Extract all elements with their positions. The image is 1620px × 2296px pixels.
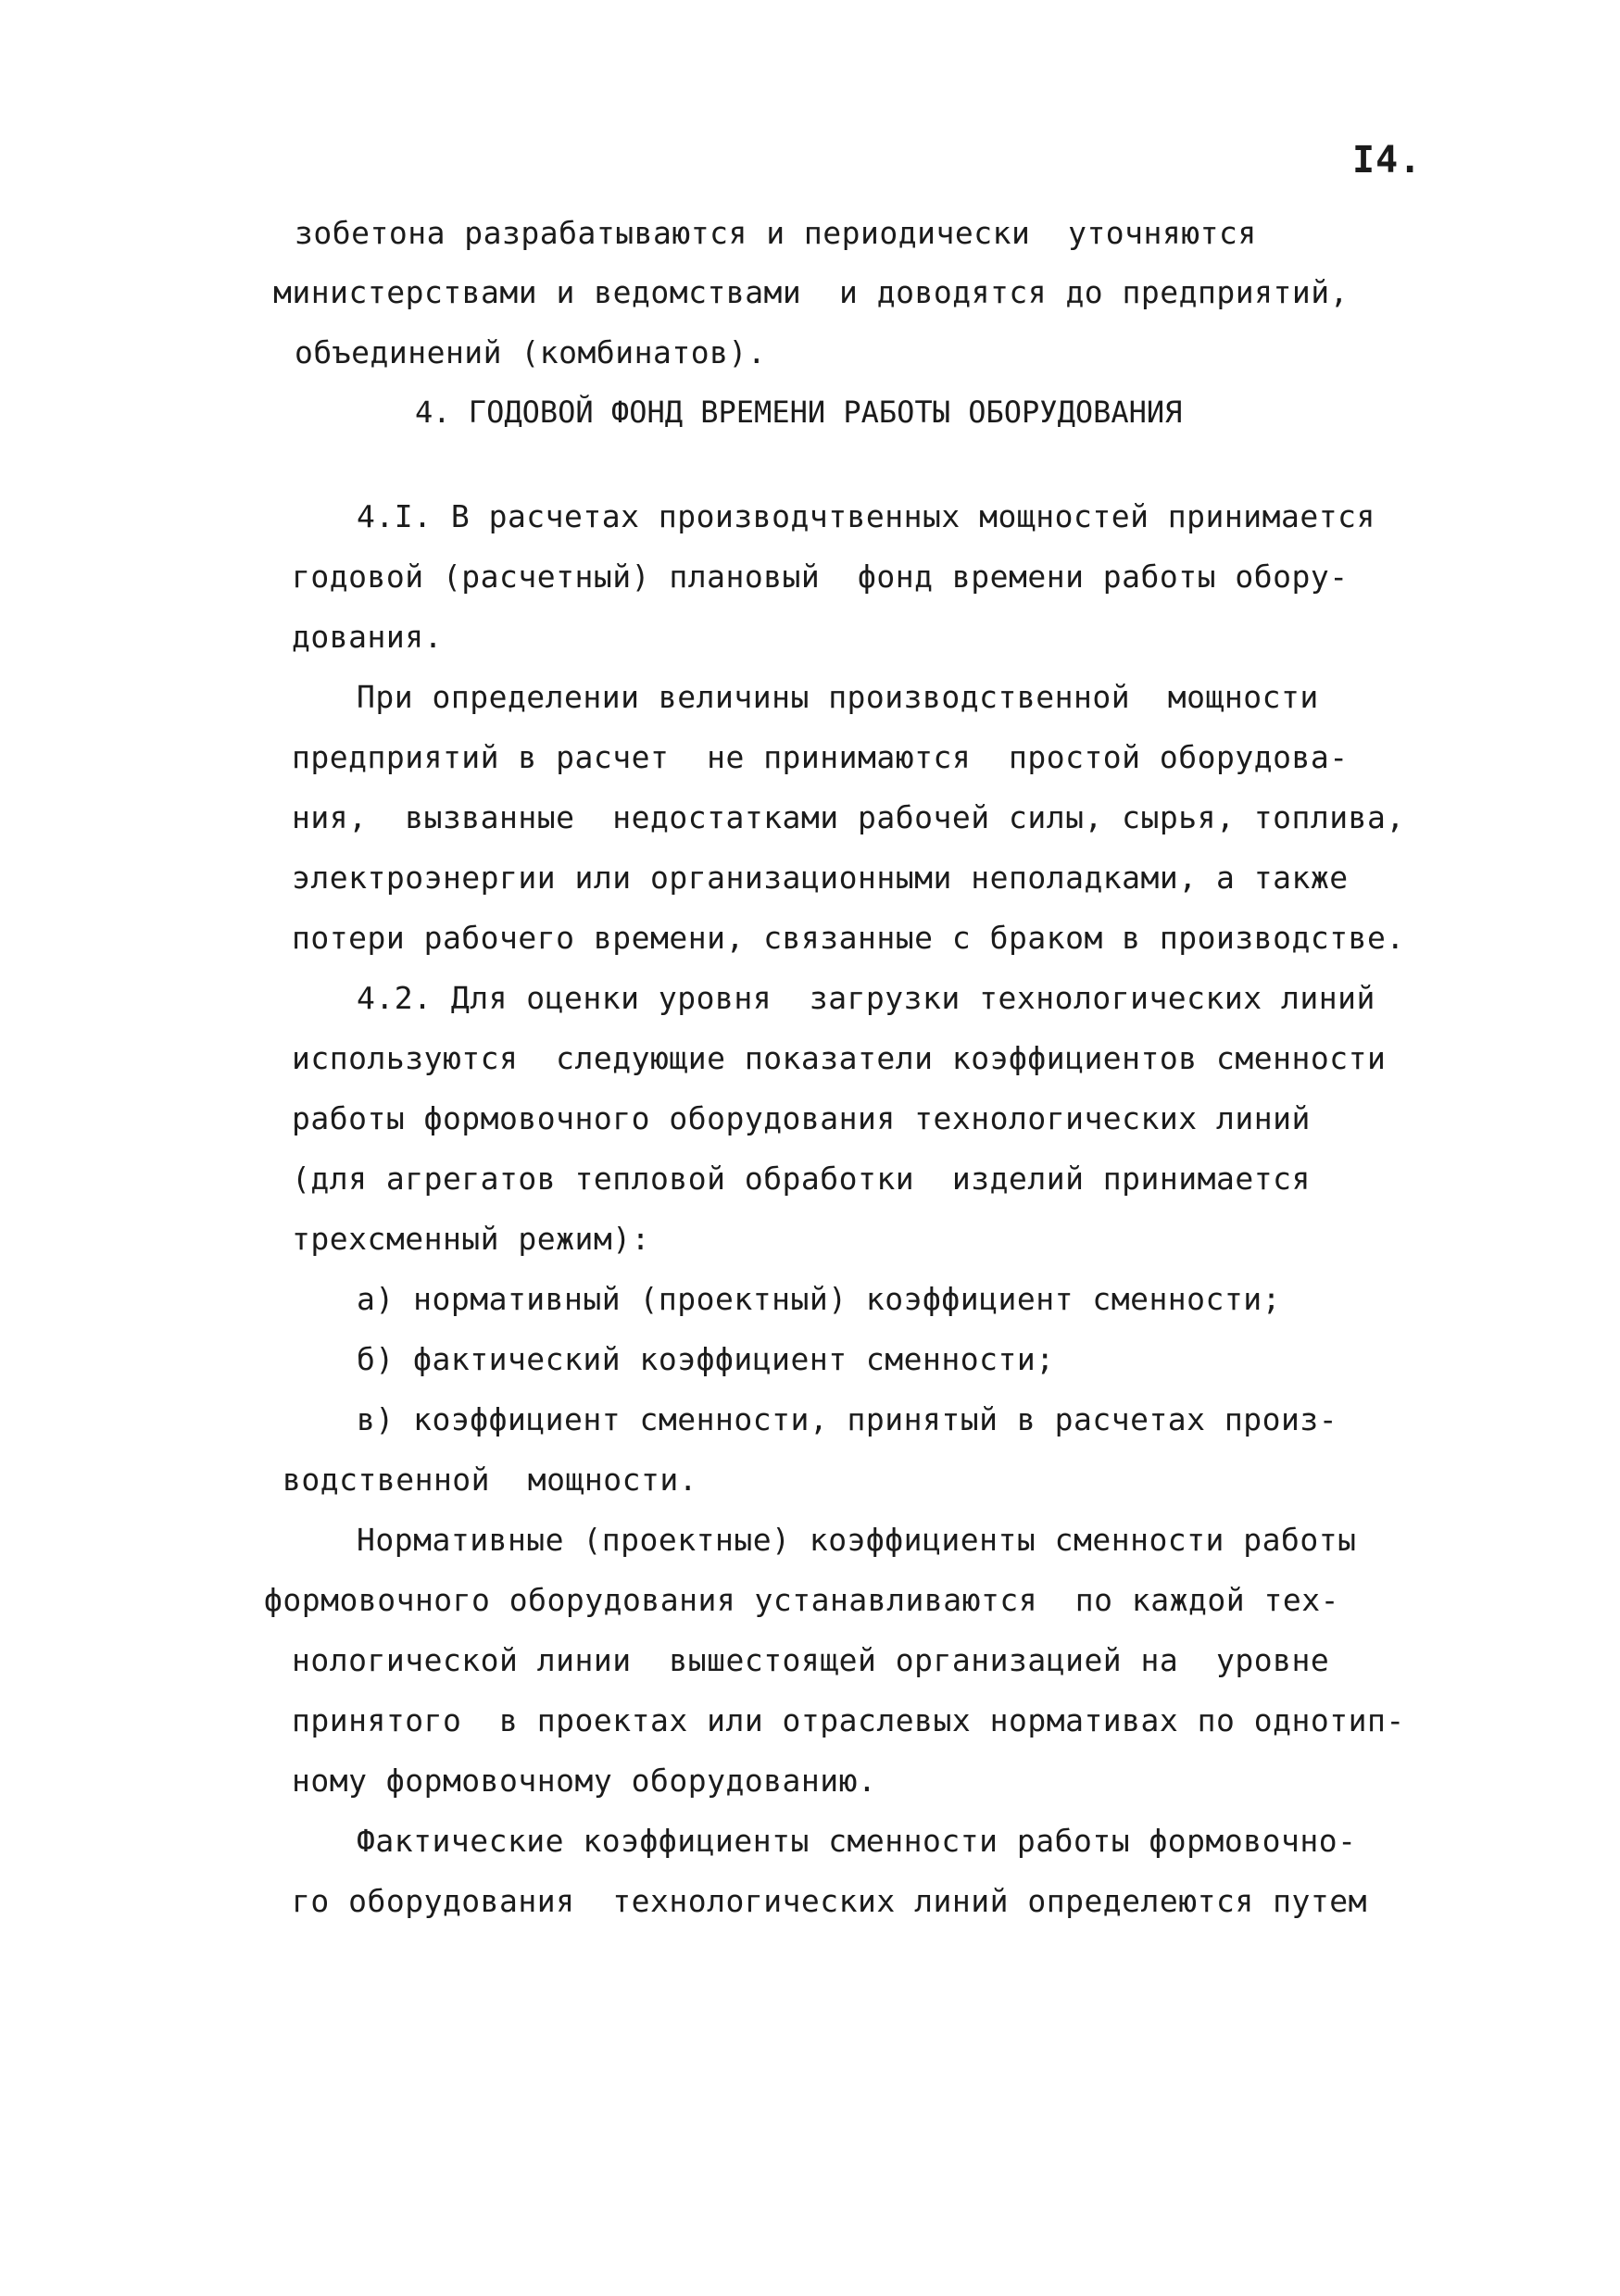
list-item: а) нормативный (проектный) коэффициент сменности; [357, 1281, 1282, 1317]
text-line: 4.2. Для оценки уровня загрузки технологических линий [357, 980, 1375, 1016]
text-line: объединений (комбинатов). [295, 334, 767, 370]
section-heading: 4. ГОДОВОЙ ФОНД ВРЕМЕНИ РАБОТЫ ОБОРУДОВАНИЯ [415, 395, 1183, 430]
text-line: используются следующие показатели коэффициентов сменности [292, 1040, 1387, 1076]
text-line: принятого в проектах или отраслевых нормативах по однотип- [292, 1702, 1405, 1738]
text-line: годовой (расчетный) плановый фонд времени работы обору- [292, 558, 1349, 595]
text-line: формовочного оборудования устанавливаются по каждой тех- [264, 1582, 1339, 1618]
text-line: потери рабочего времени, связанные с браком в производстве. [292, 920, 1405, 956]
text-line: министерствами и ведомствами и доводятся до предприятий, [273, 274, 1349, 310]
text-line: ния, вызванные недостатками рабочей силы, сырья, топлива, [292, 799, 1405, 835]
text-line: го оборудования технологических линий определеются путем [292, 1883, 1367, 1919]
text-line: зобетона разрабатываются и периодически уточняются [295, 215, 1257, 251]
text-line: водственной мощности. [283, 1462, 698, 1498]
text-line: Нормативные (проектные) коэффициенты сменности работы [357, 1522, 1357, 1558]
text-line: ному формовочному оборудованию. [292, 1763, 877, 1799]
text-line: (для агрегатов тепловой обработки изделий принимается [292, 1161, 1311, 1197]
text-line: 4.I. В расчетах производчтвенных мощностей принимается [357, 498, 1375, 534]
text-line: электроэнергии или организационными неполадками, а также [292, 859, 1349, 896]
text-line: трехсменный режим): [292, 1221, 650, 1257]
list-item: в) коэффициент сменности, принятый в расчетах произ- [357, 1401, 1338, 1437]
text-line: нологической линии вышестоящей организацией на уровне [292, 1642, 1330, 1678]
text-line: работы формовочного оборудования технологических линий [292, 1100, 1311, 1136]
text-line: Фактические коэффициенты сменности работы формовочно- [357, 1823, 1357, 1859]
text-line: дования. [292, 619, 443, 655]
list-item: б) фактический коэффициент сменности; [357, 1341, 1055, 1377]
text-line: предприятий в расчет не принимаются простой оборудова- [292, 739, 1349, 775]
text-line: При определении величины производственной мощности [357, 679, 1319, 715]
page-number: I4. [1352, 139, 1423, 182]
